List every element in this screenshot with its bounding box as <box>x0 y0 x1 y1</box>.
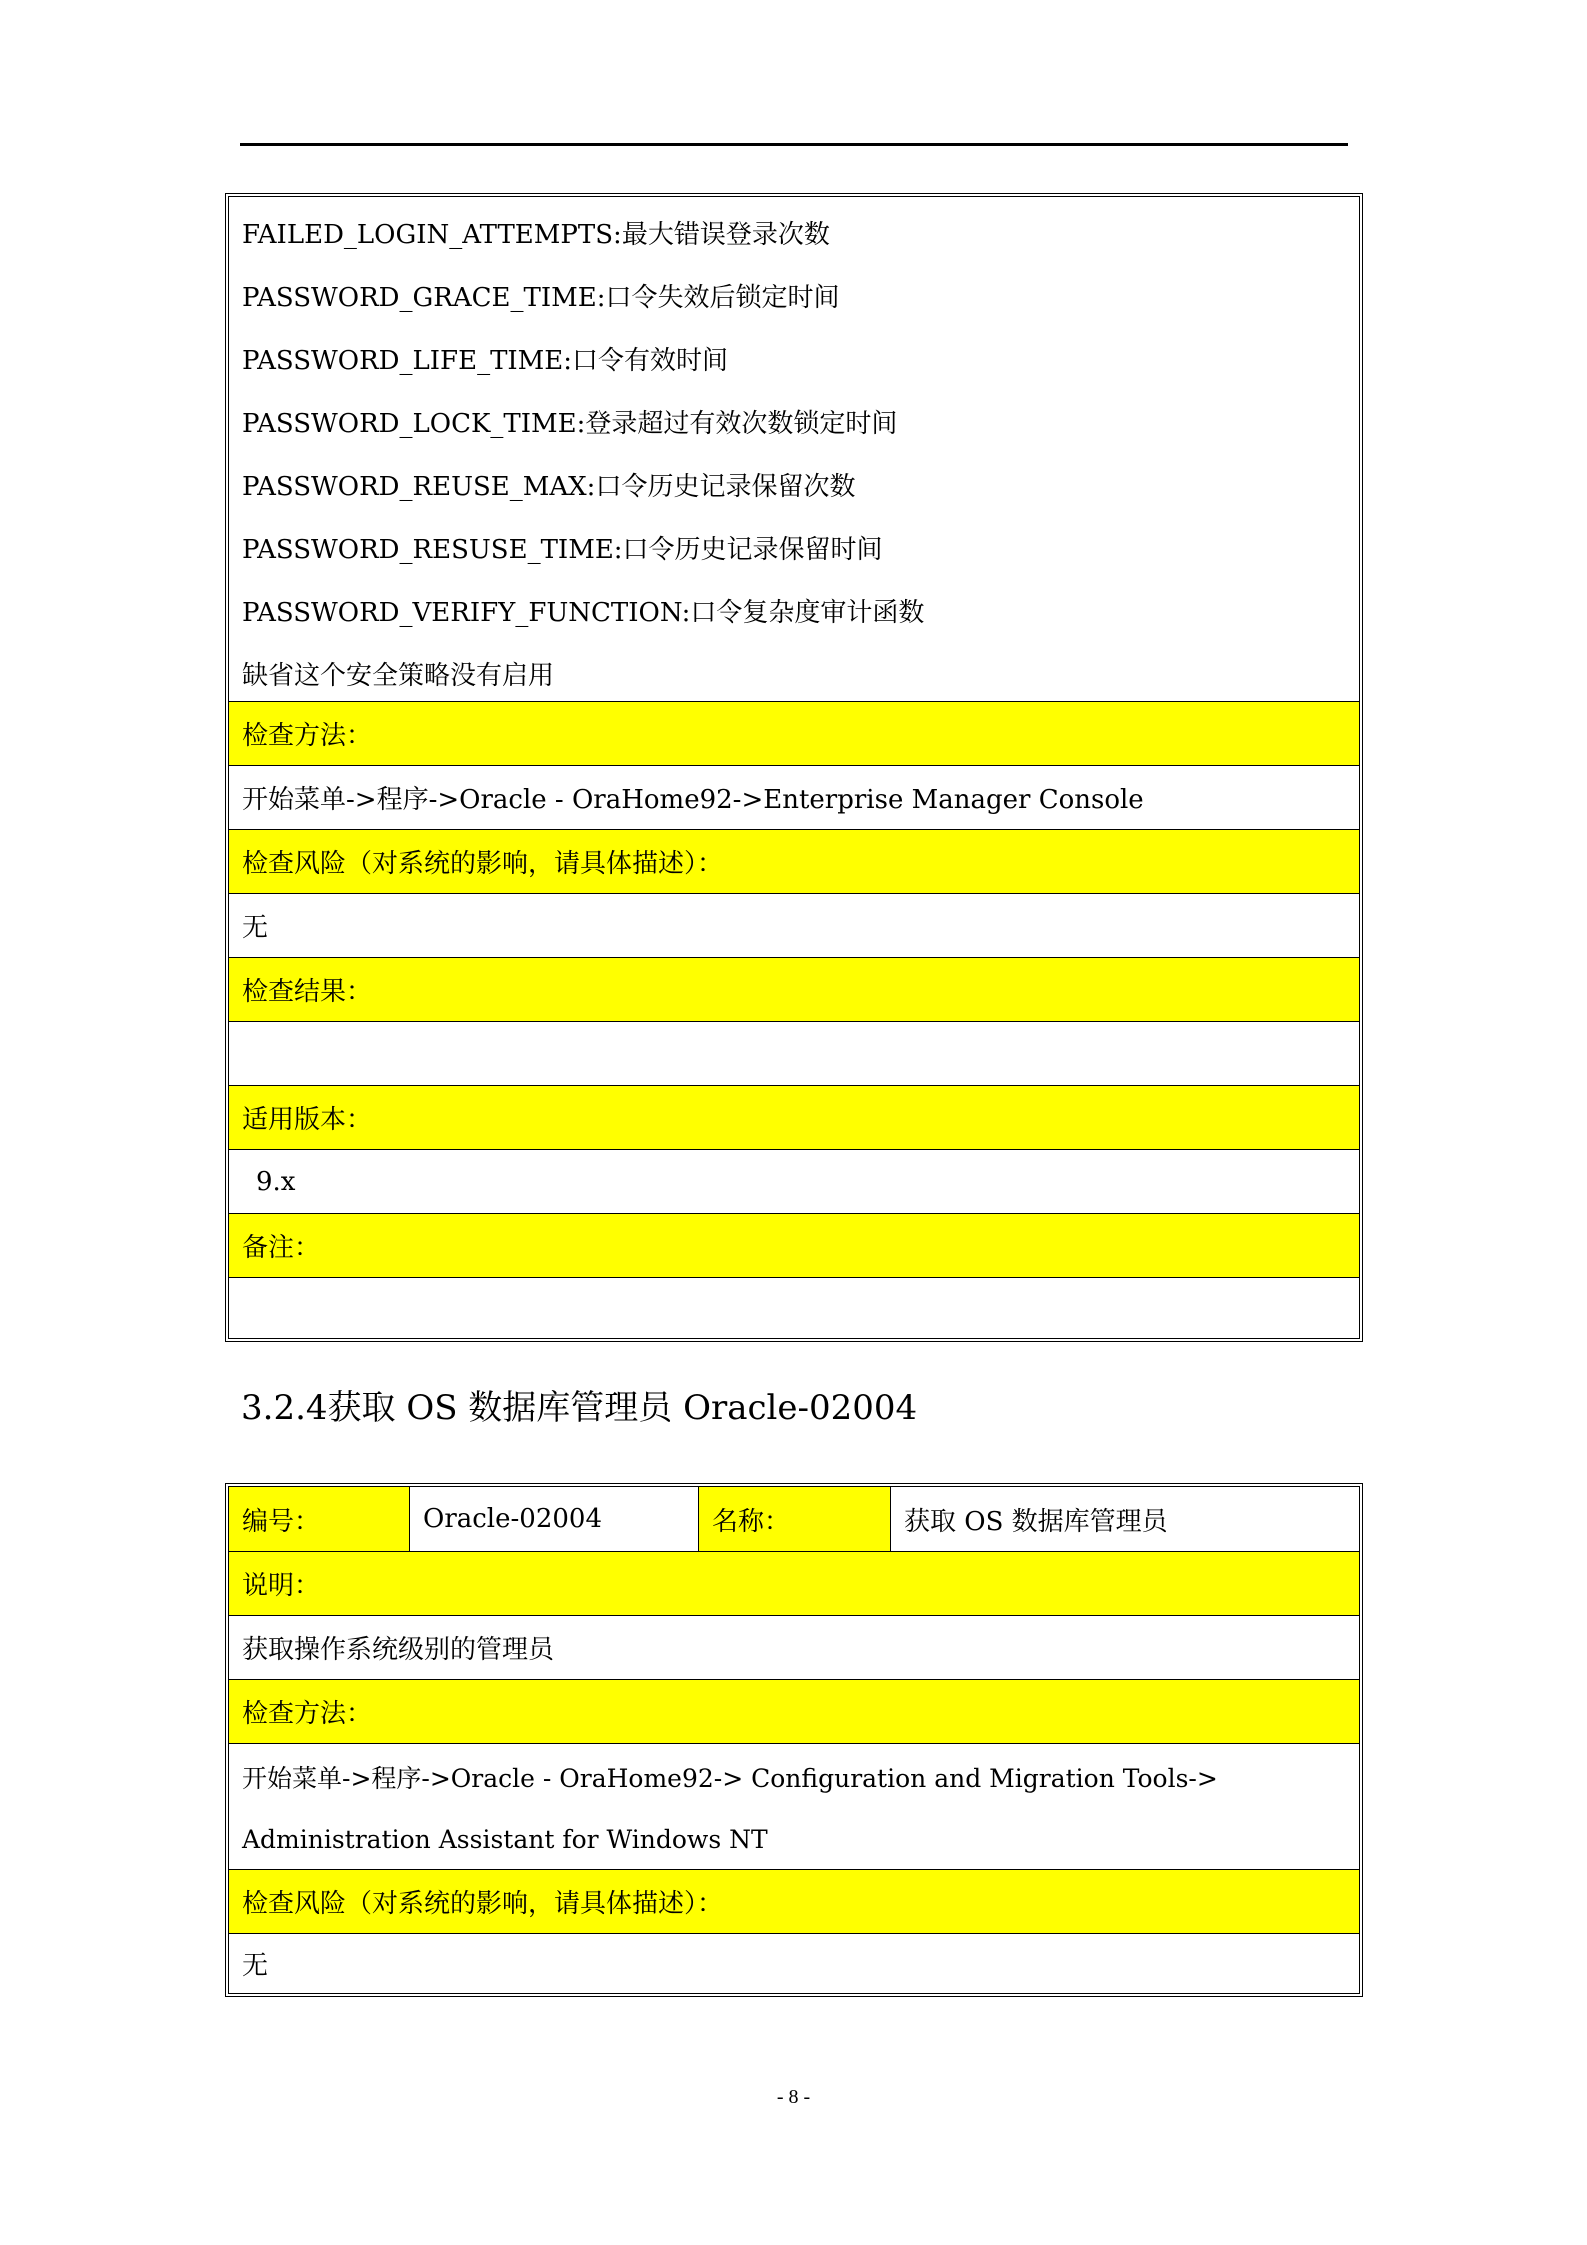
table-password-policy-inner <box>228 196 1360 1339</box>
version-value-row <box>229 1149 1359 1213</box>
version-label: 适用版本： <box>242 1105 373 1135</box>
check-risk-value-row <box>229 1933 1359 1993</box>
check-method-label: 检查方法： <box>242 721 373 751</box>
table-oracle-02004-inner <box>228 1486 1360 1994</box>
check-risk-value: 无 <box>242 1951 269 1981</box>
param-line <box>229 579 1359 642</box>
param-line <box>229 516 1359 579</box>
desc-value-row <box>229 1615 1359 1679</box>
check-risk-label-row <box>229 1869 1359 1933</box>
remark-value-row <box>229 1277 1359 1338</box>
version-value: 9.x <box>256 1166 296 1197</box>
check-result-label-row <box>229 957 1359 1021</box>
params-cell <box>229 197 1359 701</box>
id-label: 编号： <box>242 1506 321 1537</box>
section-heading: 3.2.4获取 OS 数据库管理员 Oracle-02004 <box>241 1388 918 1428</box>
check-method-line-2: Administration Assistant for Windows NT <box>242 1825 768 1854</box>
id-name-row <box>229 1487 1359 1551</box>
param-line <box>229 390 1359 453</box>
param-text: PASSWORD_LOCK_TIME:登录超过有效次数锁定时间 <box>242 409 898 439</box>
check-risk-label: 检查风险（对系统的影响，请具体描述）： <box>242 849 724 879</box>
check-risk-value: 无 <box>242 913 269 943</box>
table-oracle-02004 <box>225 1483 1363 1997</box>
param-text: PASSWORD_REUSE_MAX:口令历史记录保留次数 <box>242 472 856 502</box>
default-note-line <box>229 642 1359 705</box>
name-value-cell <box>890 1487 1359 1551</box>
param-text: PASSWORD_VERIFY_FUNCTION:口令复杂度审计函数 <box>242 598 925 628</box>
check-method-label: 检查方法： <box>242 1699 373 1729</box>
version-label-row <box>229 1085 1359 1149</box>
check-result-value-row <box>229 1021 1359 1085</box>
param-line <box>229 327 1359 390</box>
param-line <box>229 201 1359 264</box>
desc-label: 说明： <box>242 1571 321 1601</box>
param-line <box>229 453 1359 516</box>
name-value: 获取 OS 数据库管理员 <box>904 1506 1168 1537</box>
default-note-text: 缺省这个安全策略没有启用 <box>242 661 555 691</box>
param-text: PASSWORD_LIFE_TIME:口令有效时间 <box>242 346 729 376</box>
check-method-label-row <box>229 701 1359 765</box>
check-risk-label-row <box>229 829 1359 893</box>
check-result-label: 检查结果： <box>242 977 373 1007</box>
remark-label-row <box>229 1213 1359 1277</box>
param-line <box>229 264 1359 327</box>
id-value-cell <box>409 1487 698 1551</box>
remark-label: 备注： <box>242 1233 321 1263</box>
desc-value: 获取操作系统级别的管理员 <box>242 1635 555 1665</box>
page-number: - 8 - <box>776 2086 811 2108</box>
check-method-value-row <box>229 765 1359 829</box>
check-method-line-1: 开始菜单->程序->Oracle - OraHome92-> Configuration and Migration Tools-> <box>242 1764 1218 1793</box>
table-password-policy <box>225 193 1363 1342</box>
check-method-value: 开始菜单->程序->Oracle - OraHome92->Enterprise Manager Console <box>242 785 1144 815</box>
param-text: PASSWORD_GRACE_TIME:口令失效后锁定时间 <box>242 283 840 313</box>
name-label: 名称： <box>712 1506 791 1537</box>
check-risk-value-row <box>229 893 1359 957</box>
desc-label-row <box>229 1551 1359 1615</box>
name-label-cell <box>698 1487 890 1551</box>
id-value: Oracle-02004 <box>423 1504 603 1534</box>
check-method-value-row <box>229 1743 1359 1869</box>
param-text: FAILED_LOGIN_ATTEMPTS:最大错误登录次数 <box>242 220 830 250</box>
check-method-label-row <box>229 1679 1359 1743</box>
page-header-rule <box>240 143 1348 146</box>
id-label-cell <box>229 1487 409 1551</box>
param-text: PASSWORD_RESUSE_TIME:口令历史记录保留时间 <box>242 535 883 565</box>
check-risk-label: 检查风险（对系统的影响，请具体描述）： <box>242 1889 724 1919</box>
